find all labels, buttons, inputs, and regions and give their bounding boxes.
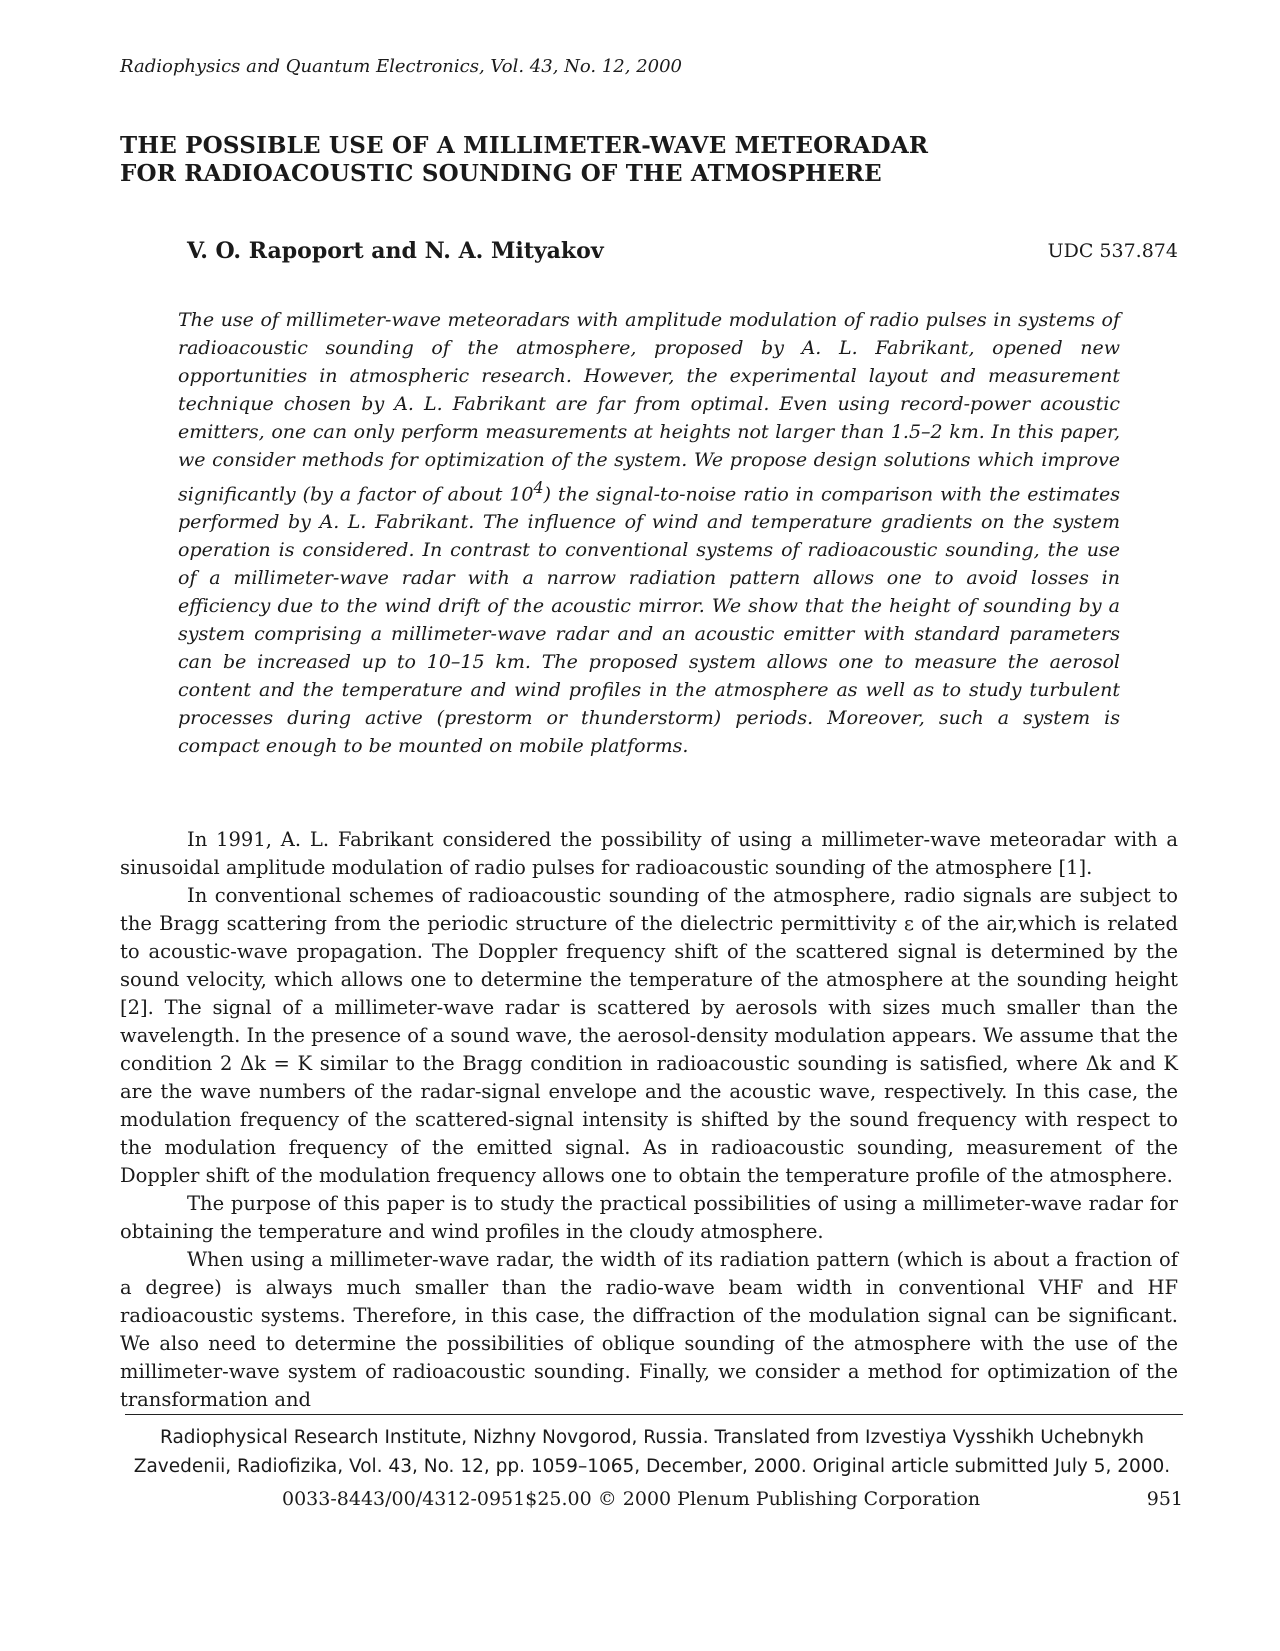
- footnote-line-2: Zavedenii, Radiofizika, Vol. 43, No. 12, pp. 1059–1065, December, 2000. Original article submitted July 5, 2000.: [133, 1456, 1171, 1477]
- body-paragraph: The purpose of this paper is to study the practical possibilities of using a millimeter-wave radar for obtaining the temperature and wind profiles in the cloudy atmosphere.: [120, 1192, 1178, 1243]
- footer-divider: [125, 1414, 1183, 1415]
- footnote-line-1: Radiophysical Research Institute, Nizhny Novgorod, Russia. Translated from Izvestiya Vysshikh Uchebnykh: [160, 1427, 1144, 1448]
- body-paragraph: In conventional schemes of radioacoustic sounding of the atmosphere, radio signals are subject to the Bragg scattering from the periodic structure of the dielectric permittivity ε of the air,which is related to acoustic-wave propagation. The Doppler frequency shift of the scattered signal is determined by the sound velocity, which allows one to determine the temperature of the atmosphere at the sounding height [2]. The signal of a millimeter-wave radar is scattered by aerosols with sizes much smaller than the wavelength. In the presence of a sound wave, the aerosol-density modulation appears. We assume that the condition 2 Δk = K similar to the Bragg condition in radioacoustic sounding is satisfied, where Δk and K are the wave numbers of the radar-signal envelope and the acoustic wave, respectively. In this case, the modulation frequency of the scattered-signal intensity is shifted by the sound frequency with respect to the modulation frequency of the emitted signal. As in radioacoustic sounding, measurement of the Doppler shift of the modulation frequency allows one to obtain the temperature profile of the atmosphere.: [120, 884, 1178, 1187]
- abstract: [178, 306, 1120, 760]
- title-line-2: FOR RADIOACOUSTIC SOUNDING OF THE ATMOSPHERE: [120, 160, 882, 187]
- abstract-part-1: The use of millimeter-wave meteoradars with amplitude modulation of radio pulses in systems of radioacoustic sounding of the atmosphere, proposed by A. L. Fabrikant, opened new opportunities in atmospheric research. However, the experimental layout and measurement technique chosen by A. L. Fabrikant are far from optimal. Even using record-power acoustic emitters, one can only perform measurements at heights not larger than 1.5–2 km. In this paper, we consider methods for optimization of the system. We propose design solutions which improve significantly (by a factor of about 10: [178, 309, 1120, 506]
- title-line-1: THE POSSIBLE USE OF A MILLIMETER-WAVE METEORADAR: [120, 132, 929, 159]
- body-paragraph: When using a millimeter-wave radar, the width of its radiation pattern (which is about a fraction of a degree) is always much smaller than the radio-wave beam width in conventional VHF and HF radioacoustic systems. Therefore, in this case, the diffraction of the modulation signal can be significant. We also need to determine the possibilities of oblique sounding of the atmosphere with the use of the millimeter-wave system of radioacoustic sounding. Finally, we consider a method for optimization of the transformation and: [120, 1248, 1178, 1411]
- page-number: 951: [1146, 1488, 1183, 1510]
- abstract-part-2: ) the signal-to-noise ratio in comparison with the estimates performed by A. L. Fabrikant. The influence of wind and temperature gradients on the system operation is considered. In contrast to conventional systems of radioacoustic sounding, the use of a millimeter-wave radar with a narrow radiation pattern allows one to avoid losses in efficiency due to the wind drift of the acoustic mirror. We show that the height of sounding by a system comprising a millimeter-wave radar and an acoustic emitter with standard parameters can be increased up to 10–15 km. The proposed system allows one to measure the aerosol content and the temperature and wind profiles in the atmosphere as well as to study turbulent processes during active (prestorm or thunderstorm) periods. Moreover, such a system is compact enough to be mounted on mobile platforms.: [178, 483, 1120, 758]
- body-paragraph: In 1991, A. L. Fabrikant considered the possibility of using a millimeter-wave meteoradar with a sinusoidal amplitude modulation of radio pulses for radioacoustic sounding of the atmosphere [1].: [120, 828, 1178, 879]
- authors: V. O. Rapoport and N. A. Mityakov: [187, 238, 604, 264]
- article-title: [120, 132, 928, 188]
- footnote-institution: [120, 1423, 1184, 1481]
- journal-header: Radiophysics and Quantum Electronics, Vol. 43, No. 12, 2000: [120, 56, 683, 77]
- copyright-line: 0033-8443/00/4312-0951$25.00 © 2000 Plenum Publishing Corporation: [282, 1488, 981, 1510]
- abstract-exponent: 4: [533, 478, 544, 497]
- udc-code: UDC 537.874: [1047, 240, 1178, 262]
- body-text: [120, 826, 1178, 1414]
